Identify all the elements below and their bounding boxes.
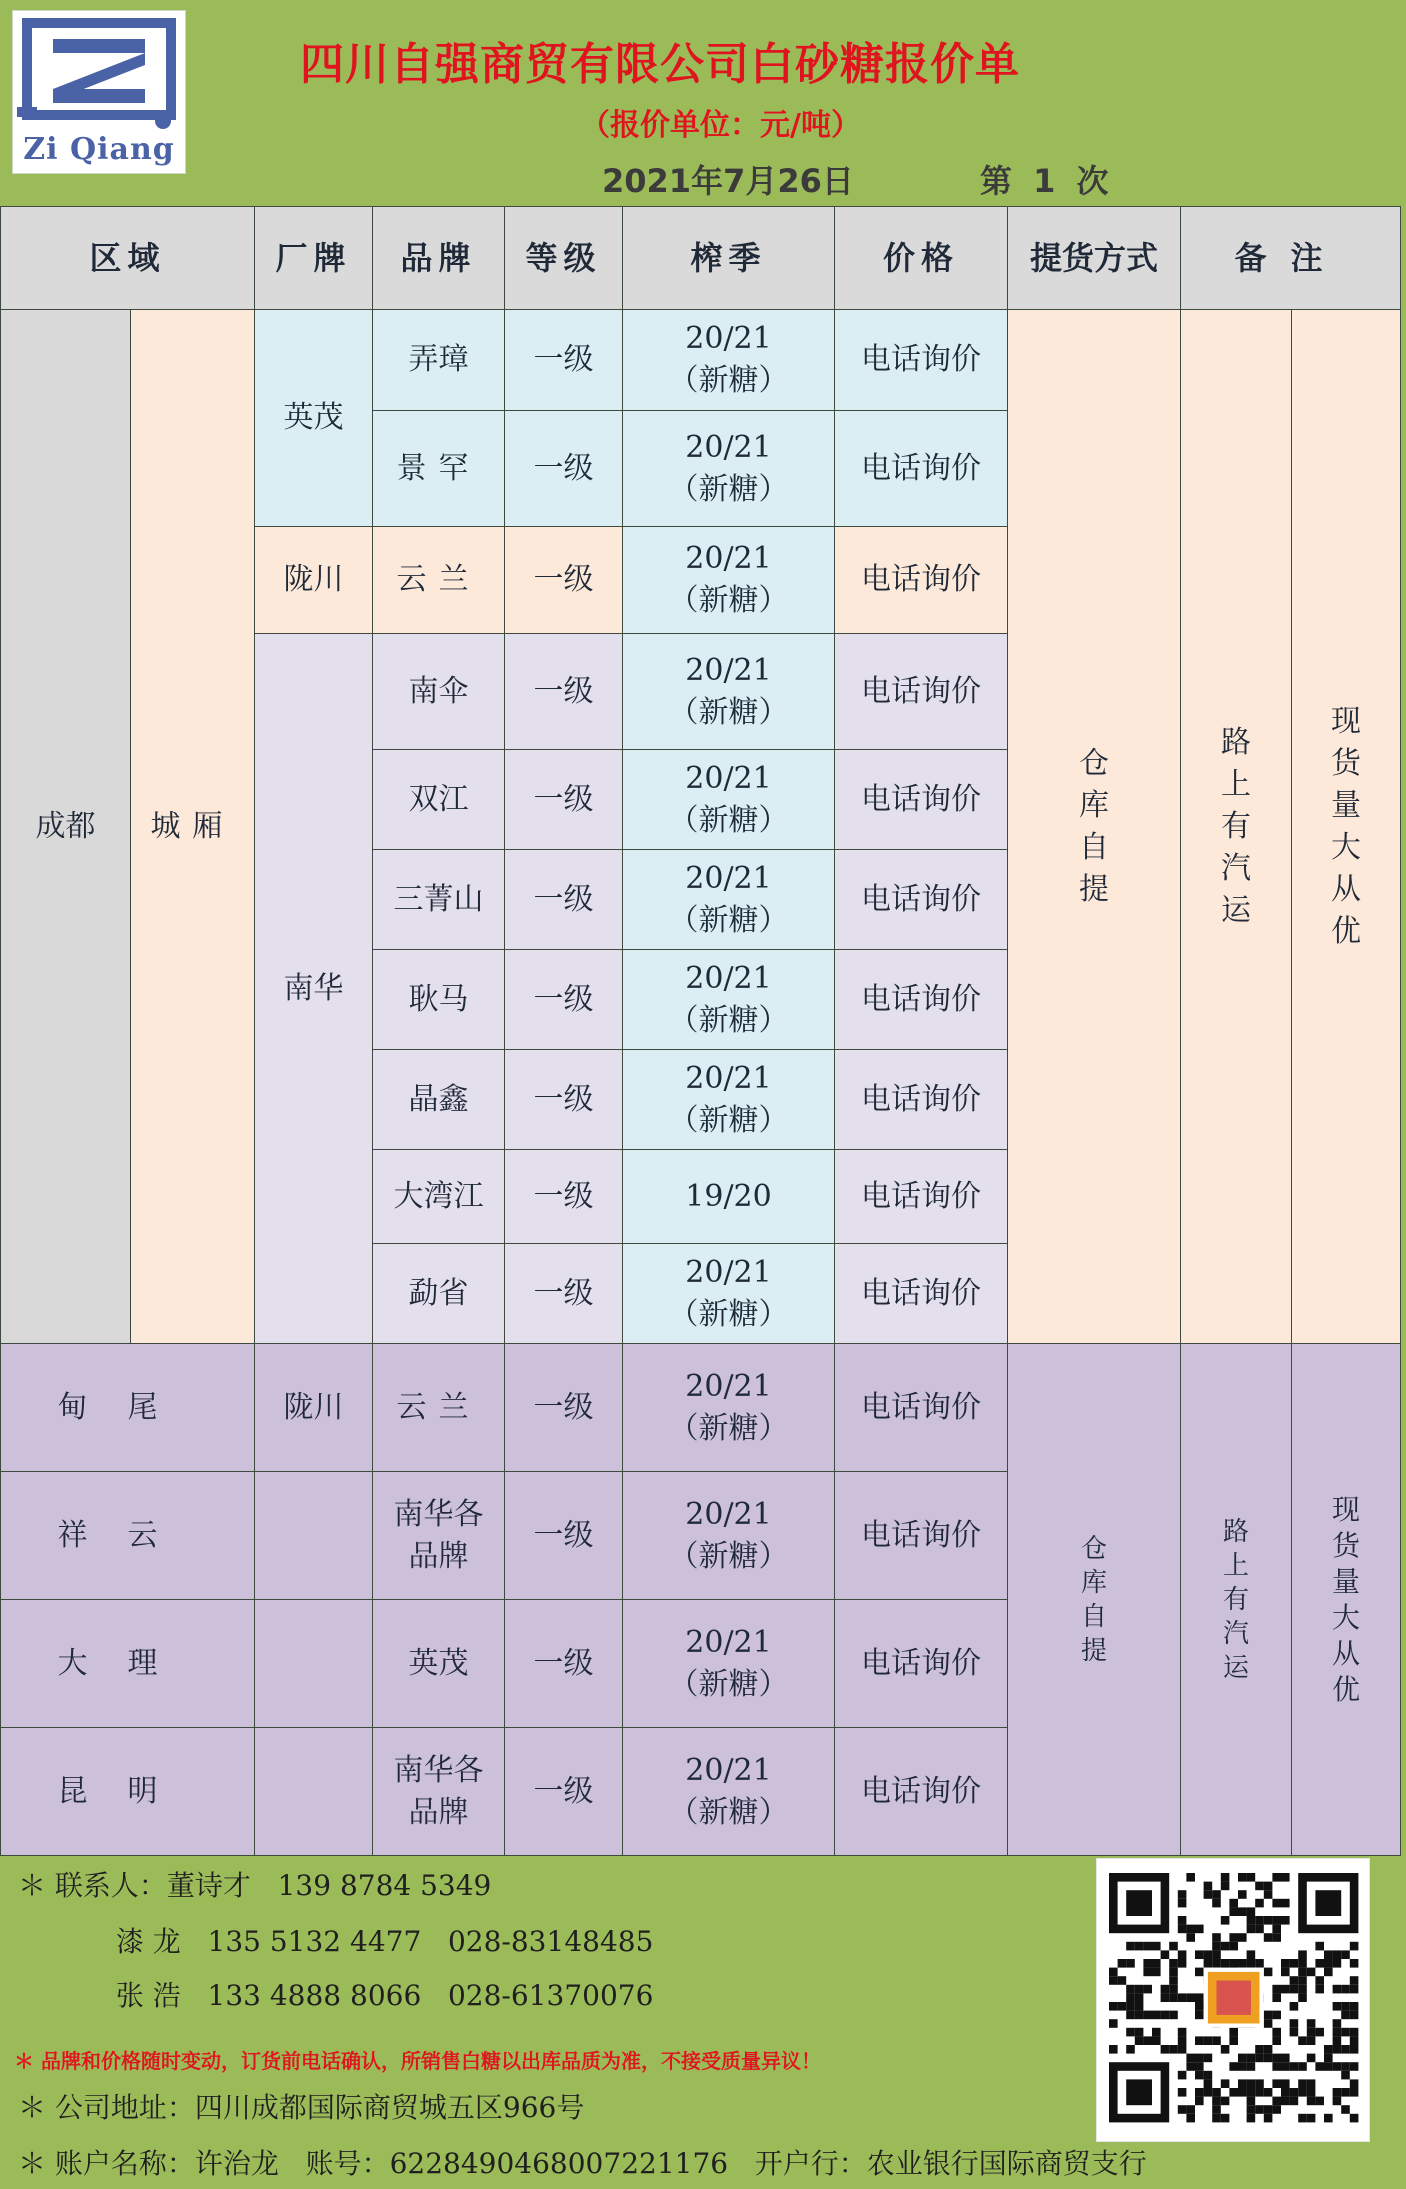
brand-line: 南华各 — [393, 1752, 484, 1788]
note-char: 有 — [1221, 808, 1251, 844]
season-year: 20/21 — [685, 541, 772, 576]
price-table — [0, 206, 1401, 1856]
pickup-char: 提 — [1079, 871, 1109, 907]
brand-line: 英茂 — [408, 1645, 469, 1681]
season-year: 20/21 — [685, 652, 772, 688]
header-region: 区域 — [1, 207, 255, 310]
season-cell — [623, 634, 835, 750]
season-cell — [623, 1472, 835, 1600]
grade-cell: 一级 — [505, 527, 623, 634]
note-transport-cell — [1181, 310, 1292, 1344]
season-cell — [623, 1600, 835, 1728]
season-year: 20/21 — [685, 1060, 772, 1096]
pickup-method-cell — [1008, 1344, 1181, 1856]
price-cell: 电话询价 — [835, 634, 1008, 750]
header-grade: 等级 — [505, 207, 623, 310]
pickup-char: 仓 — [1079, 745, 1109, 781]
price-cell: 电话询价 — [835, 750, 1008, 850]
pickup-char: 自 — [1080, 1601, 1107, 1632]
brand-cell — [373, 1728, 505, 1856]
region-cell: 甸尾 — [1, 1344, 255, 1472]
season-tag: （新糖） — [668, 1102, 789, 1138]
season-cell — [623, 1728, 835, 1856]
note-char: 现 — [1331, 1492, 1360, 1526]
pickup-char: 提 — [1080, 1635, 1107, 1666]
subregion-chengxiang: 城厢 — [131, 310, 255, 1344]
season-year: 20/21 — [685, 429, 772, 465]
brand-line: 品牌 — [408, 1538, 469, 1574]
quote-date: 2021年7月26日 — [602, 162, 854, 200]
season-cell — [623, 1244, 835, 1344]
header-price: 价格 — [835, 207, 1008, 310]
disclaimer-note: ＊ 品牌和价格随时变动，订货前电话确认，所销售白糖以出库品质为准，不接受质量异议！ — [14, 2049, 821, 2073]
qr-code — [1096, 1858, 1370, 2142]
note-char: 路 — [1221, 724, 1251, 760]
grade-cell: 一级 — [505, 1600, 623, 1728]
season-year: 19/20 — [685, 1178, 772, 1214]
grade-cell: 一级 — [505, 411, 623, 527]
factory-cell: 英茂 — [255, 310, 373, 527]
note-char: 大 — [1331, 1600, 1360, 1634]
season-tag: （新糖） — [668, 1002, 789, 1038]
price-cell: 电话询价 — [835, 1728, 1008, 1856]
header-note: 备注 — [1181, 207, 1401, 310]
page-title: 四川自强商贸有限公司白砂糖报价单 — [300, 39, 1020, 90]
note-char: 优 — [1331, 913, 1361, 949]
company-logo — [12, 10, 186, 174]
note-char: 运 — [1221, 892, 1251, 928]
brand-cell: 大湾江 — [373, 1150, 505, 1244]
region-cell: 昆明 — [1, 1728, 255, 1856]
pickup-char: 库 — [1079, 787, 1109, 823]
season-year: 20/21 — [685, 960, 772, 996]
factory-cell: 南华 — [255, 634, 373, 1344]
factory-cell: 陇川 — [255, 1344, 373, 1472]
price-cell: 电话询价 — [835, 411, 1008, 527]
table-row — [1, 1344, 1401, 1472]
season-tag: （新糖） — [668, 1296, 789, 1332]
season-tag: （新糖） — [668, 1794, 789, 1830]
brand-cell — [373, 1344, 505, 1472]
grade-cell: 一级 — [505, 1472, 623, 1600]
note-char: 汽 — [1222, 1618, 1249, 1649]
season-cell — [623, 527, 835, 634]
price-cell: 电话询价 — [835, 850, 1008, 950]
brand-cell: 云兰 — [373, 527, 505, 634]
pickup-char: 自 — [1079, 829, 1109, 865]
season-year: 20/21 — [685, 1752, 772, 1788]
footer — [0, 1852, 1406, 2189]
factory-cell: 陇川 — [255, 527, 373, 634]
pickup-method-cell — [1008, 310, 1181, 1344]
qr-code-icon — [1097, 1859, 1369, 2141]
season-year: 20/21 — [685, 1254, 772, 1290]
season-cell — [623, 750, 835, 850]
grade-cell: 一级 — [505, 310, 623, 411]
season-tag: （新糖） — [668, 1538, 789, 1574]
contact-line: 漆 龙 135 5132 4477 028-83148485 — [18, 1925, 654, 1958]
price-cell: 电话询价 — [835, 1600, 1008, 1728]
issue-number: 第 1 次 — [980, 162, 1109, 200]
factory-cell — [255, 1728, 373, 1856]
season-cell — [623, 850, 835, 950]
note-char: 从 — [1331, 1636, 1360, 1670]
season-cell — [623, 950, 835, 1050]
price-cell: 电话询价 — [835, 527, 1008, 634]
price-unit: （报价单位：元/吨） — [580, 108, 861, 143]
season-tag: （新糖） — [668, 1666, 789, 1702]
note-char: 有 — [1222, 1584, 1249, 1615]
brand-line: 云兰 — [396, 1389, 481, 1425]
price-cell: 电话询价 — [835, 310, 1008, 411]
note-char: 汽 — [1221, 850, 1251, 886]
brand-cell — [373, 1600, 505, 1728]
header-brand: 品牌 — [373, 207, 505, 310]
season-year: 20/21 — [685, 860, 772, 896]
zi-qiang-logo-icon — [13, 11, 185, 136]
note-char: 上 — [1221, 766, 1251, 802]
note-transport-cell — [1181, 1344, 1292, 1856]
brand-cell: 勐省 — [373, 1244, 505, 1344]
grade-cell: 一级 — [505, 750, 623, 850]
note-char: 优 — [1331, 1672, 1360, 1706]
note-char: 运 — [1222, 1652, 1249, 1683]
note-char: 大 — [1331, 829, 1361, 865]
season-tag: （新糖） — [668, 363, 789, 398]
pickup-char: 仓 — [1080, 1533, 1107, 1564]
season-year: 20/21 — [685, 1368, 772, 1404]
note-char: 路 — [1222, 1516, 1249, 1547]
note-char: 现 — [1331, 703, 1361, 739]
season-tag: （新糖） — [668, 802, 789, 838]
season-cell — [623, 1050, 835, 1150]
note-char: 货 — [1331, 1528, 1360, 1562]
season-tag: （新糖） — [668, 583, 789, 618]
factory-cell — [255, 1472, 373, 1600]
grade-cell: 一级 — [505, 1050, 623, 1150]
factory-cell — [255, 1600, 373, 1728]
brand-cell — [373, 1472, 505, 1600]
region-chengdu: 成都 — [1, 310, 131, 1344]
season-cell — [623, 1344, 835, 1472]
season-cell — [623, 411, 835, 527]
season-year: 20/21 — [685, 1496, 772, 1532]
season-year: 20/21 — [685, 1624, 772, 1660]
note-char: 量 — [1331, 787, 1361, 823]
note-stock-cell — [1292, 1344, 1401, 1856]
season-tag: （新糖） — [668, 902, 789, 938]
region-cell: 祥云 — [1, 1472, 255, 1600]
season-cell — [623, 1150, 835, 1244]
brand-cell: 景罕 — [373, 411, 505, 527]
logo-text: Zi Qiang — [23, 132, 175, 167]
price-cell: 电话询价 — [835, 1472, 1008, 1600]
grade-cell: 一级 — [505, 850, 623, 950]
brand-line: 品牌 — [408, 1794, 469, 1830]
season-tag: （新糖） — [668, 471, 789, 507]
grade-cell: 一级 — [505, 1150, 623, 1244]
grade-cell: 一级 — [505, 634, 623, 750]
brand-cell: 南伞 — [373, 634, 505, 750]
price-cell: 电话询价 — [835, 1150, 1008, 1244]
note-char: 货 — [1331, 745, 1361, 781]
brand-line: 南华各 — [393, 1496, 484, 1532]
brand-cell: 晶鑫 — [373, 1050, 505, 1150]
grade-cell: 一级 — [505, 1244, 623, 1344]
brand-cell: 耿马 — [373, 950, 505, 1050]
grade-cell: 一级 — [505, 950, 623, 1050]
region-cell: 大理 — [1, 1600, 255, 1728]
season-year: 20/21 — [685, 760, 772, 796]
table-header-row — [1, 207, 1401, 310]
brand-cell: 弄璋 — [373, 310, 505, 411]
note-stock-cell — [1292, 310, 1401, 1344]
price-cell: 电话询价 — [835, 950, 1008, 1050]
price-cell: 电话询价 — [835, 1344, 1008, 1472]
price-cell: 电话询价 — [835, 1244, 1008, 1344]
season-year: 20/21 — [685, 321, 772, 356]
grade-cell: 一级 — [505, 1728, 623, 1856]
brand-cell: 双江 — [373, 750, 505, 850]
header-pickup: 提货方式 — [1008, 207, 1181, 310]
contact-line: ＊ 联系人：董诗才 139 8784 5349 — [18, 1869, 492, 1902]
header-factory: 厂牌 — [255, 207, 373, 310]
brand-cell: 三菁山 — [373, 850, 505, 950]
price-cell: 电话询价 — [835, 1050, 1008, 1150]
note-char: 从 — [1331, 871, 1361, 907]
header-season: 榨季 — [623, 207, 835, 310]
contact-line: 张 浩 133 4888 8066 028-61370076 — [18, 1979, 654, 2012]
bank-account: ＊ 账户名称：许治龙 账号：6228490468007221176 开户行：农业银行国际商贸支行 — [18, 2147, 1147, 2180]
note-char: 上 — [1222, 1550, 1249, 1581]
season-cell — [623, 310, 835, 411]
note-char: 量 — [1331, 1564, 1360, 1598]
pickup-char: 库 — [1080, 1567, 1107, 1598]
company-address: ＊ 公司地址：四川成都国际商贸城五区966号 — [18, 2091, 585, 2124]
season-tag: （新糖） — [668, 694, 789, 730]
season-tag: （新糖） — [668, 1410, 789, 1446]
grade-cell: 一级 — [505, 1344, 623, 1472]
header — [0, 0, 1406, 206]
table-row — [1, 310, 1401, 411]
